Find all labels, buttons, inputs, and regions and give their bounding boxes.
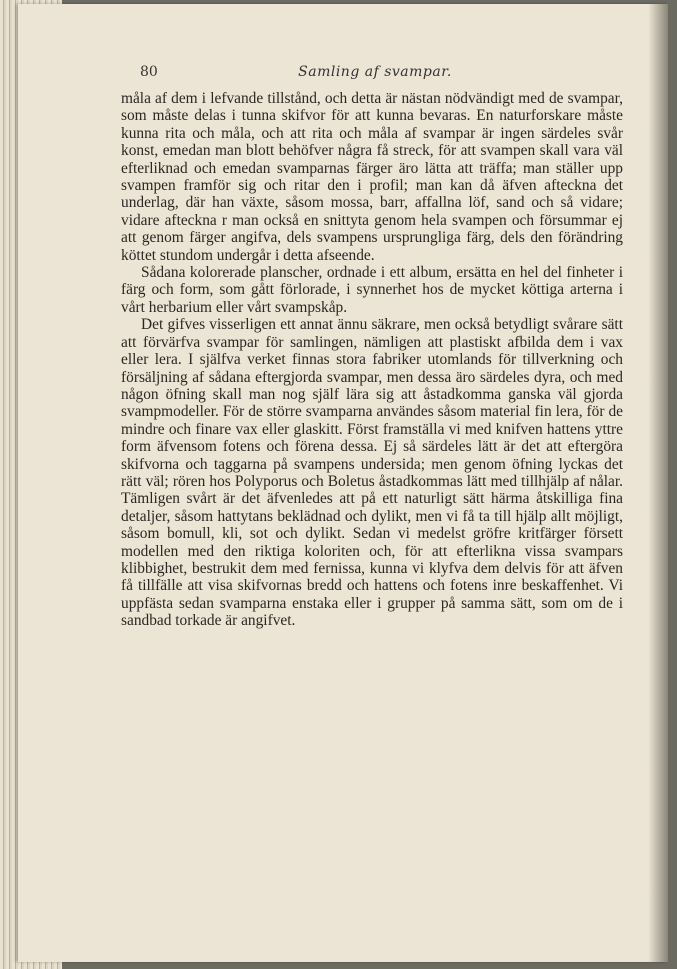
page-number: 80 <box>140 64 158 80</box>
body-text <box>121 90 623 630</box>
page-header <box>140 64 610 84</box>
binding-shadow <box>648 4 668 962</box>
paragraph: Sådana kolorerade planscher, ordnade i ett album, ersätta en hel del finheter i färg och form, som gått förlorade, i synnerhet hos de mycket köttiga arterna i vårt herbarium eller vårt svampskåp. <box>121 264 623 316</box>
paragraph: Det gifves visserligen ett annat ännu säkrare, men också betydligt svårare sätt att förvärfva svampar för samlingen, nämligen att plastiskt afbilda dem i vax eller lera. I själfva verket finnas stora fabriker utomlands för tillverkning och försäljning af sådana eftergjorda svampar, men dessa äro särdeles dyra, och med någon öfning skall man nog själf lära sig att åstadkomma ganska väl gjorda svampmodeller. För de större svamparna användes såsom material fin lera, för de mindre och finare vax eller glaskitt. Först framställa vi med knifven hattens yttre form äfvensom fotens och förena dessa. Ej så särdeles lätt är det att eftergöra skifvorna och taggarna på svampens undersida; men genom öfning lyckas det rätt väl; rören hos Polyporus och Boletus åstadkommas lätt med tillhjälp af nålar. Tämligen svårt är det äfvenledes att på ett naturligt sätt härma åtskilliga fina detaljer, såsom hattytans beklädnad och dylikt, men vi få ta till hjälp allt möjligt, såsom bomull, kli, sot och dylikt. Sedan vi medelst gröfre kritfärger försett modellen med den riktiga koloriten och, för att efterlikna vissa svampars klibbighet, bestrukit dem med fernissa, kunna vi klyfva dem delvis för att äfven få tillfälle att visa skifvornas bredd och hattens och fotens inre beskaffenhet. Vi uppfästa sedan svamparna enstaka eller i grupper på samma sätt, som om de i sandbad torkade är angifvet. <box>121 316 623 630</box>
running-title: Samling af svampar. <box>298 64 452 80</box>
paragraph: måla af dem i lefvande tillstånd, och detta är nästan nödvändigt med de svampar, som måste delas i tunna skifvor för att kunna bevaras. En naturforskare måste kunna rita och måla, och att rita och måla af svampar är ingen särdeles svår konst, emedan man blott behöfver några få streck, för att svampen skall vara väl efterliknad och emedan svamparnas färger äro lätta att träffa; man ställer upp svampen framför sig och ritar den i profil; man kan då äfven afteckna det underlag, där han växte, såsom mossa, barr, affallna löf, sand och så vidare; vidare afteckna r man också en snittyta genom hela svampen och försummar ej att genom färger angifva, dels svampens ursprungliga färg, dels den förändring köttet stundom undergår i detta afseende. <box>121 90 623 264</box>
